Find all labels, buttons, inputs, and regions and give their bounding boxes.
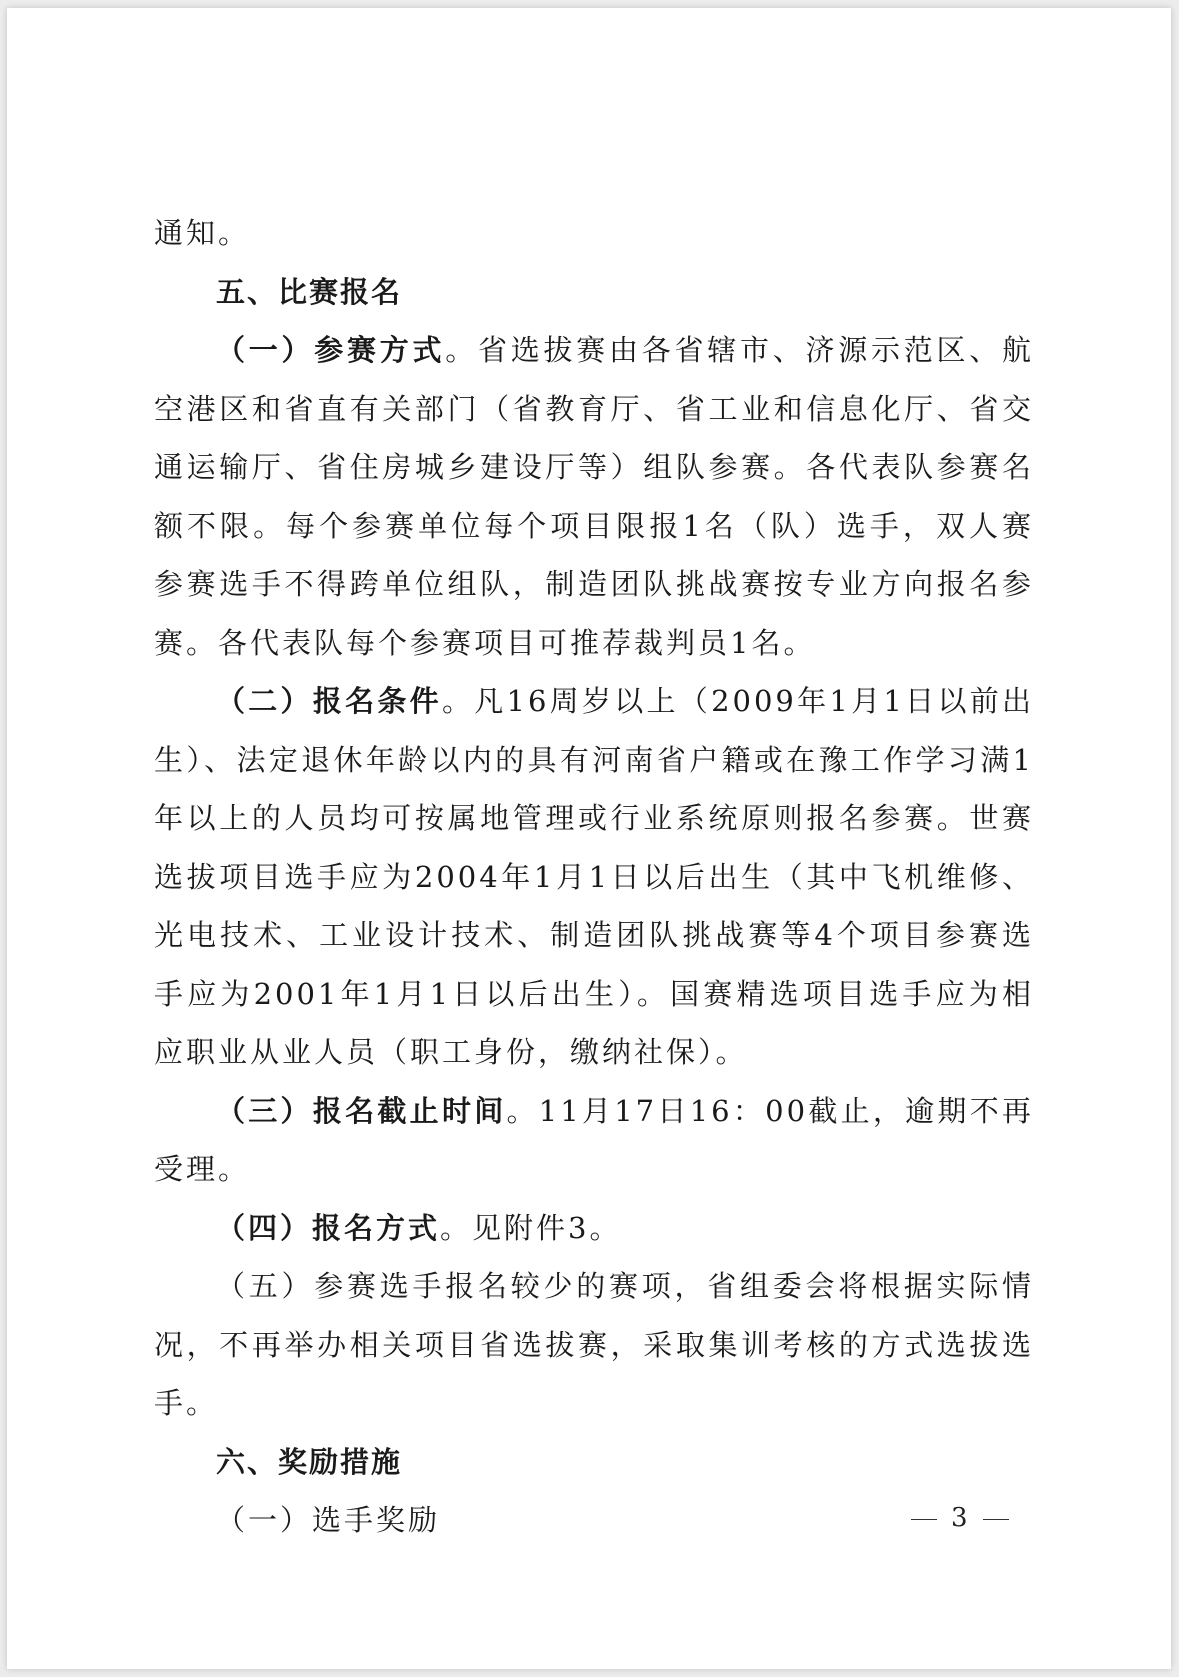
text-registration-method: 。见附件3。 <box>440 1210 622 1245</box>
label-registration-deadline: （三）报名截止时间 <box>216 1093 507 1128</box>
document-body <box>154 204 1034 1550</box>
section-heading-6: 六、奖励措施 <box>216 1444 403 1479</box>
text-registration-conditions: 。凡16周岁以上（2009年1月1日以前出生）、法定退休年龄以内的具有河南省户籍或在豫工作学习满1年以上的人员均可按属地管理或行业系统原则报名参赛。世赛选拔项目选手应为2004年1月1日以后出生（其中飞机维修、光电技术、工业设计技术、制造团队挑战赛等4个项目参赛选手应为2001年1月1日以后出生）。国赛精选项目选手应为相应职业从业人员（职工身份，缴纳社保）。 <box>154 684 1034 1069</box>
label-participation-method: （一）参赛方式 <box>216 333 446 367</box>
label-registration-method: （四）报名方式 <box>216 1210 441 1245</box>
paragraph-registration-method <box>154 1199 1034 1258</box>
paragraph-registration-deadline <box>154 1082 1034 1199</box>
page-number-value: 3 <box>951 1503 969 1533</box>
page-number <box>897 1503 1023 1533</box>
section-heading-5: 五、比赛报名 <box>216 274 403 309</box>
document-page <box>7 8 1171 1669</box>
page-number-right-dash <box>983 1519 1009 1520</box>
paragraph-few-registrants: （五）参赛选手报名较少的赛项，省组委会将根据实际情况，不再举办相关项目省选拔赛，采取集训考核的方式选拔选手。 <box>154 1269 1034 1420</box>
text-registration-deadline: 。11月17日16：00截止，逾期不再受理。 <box>154 1093 1034 1186</box>
paragraph-player-rewards: （一）选手奖励 <box>216 1503 441 1537</box>
paragraph-continuation: 通知。 <box>154 216 251 250</box>
label-registration-conditions: （二）报名条件 <box>216 684 442 718</box>
paragraph-participation-method <box>154 321 1034 672</box>
page-number-left-dash <box>911 1519 937 1520</box>
paragraph-registration-conditions <box>154 672 1034 1082</box>
text-participation-method: 。省选拔赛由各省辖市、济源示范区、航空港区和省直有关部门（省教育厅、省工业和信息化厅、省交通运输厅、省住房城乡建设厅等）组队参赛。各代表队参赛名额不限。每个参赛单位每个项目限报1名（队）选手，双人赛参赛选手不得跨单位组队，制造团队挑战赛按专业方向报名参赛。各代表队每个参赛项目可推荐裁判员1名。 <box>154 333 1034 660</box>
